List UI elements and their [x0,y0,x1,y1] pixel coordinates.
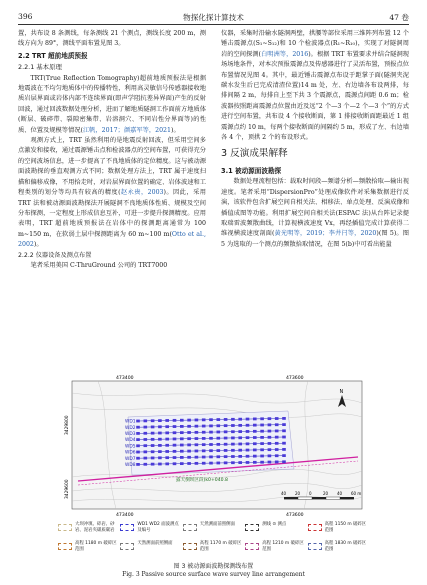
survey-line-label: WD4 [125,438,136,444]
subsection-heading: 2.2.1 基本原理 [18,63,62,72]
survey-point [268,436,272,439]
survey-point [136,463,140,466]
survey-point [224,418,228,421]
survey-point [268,423,272,426]
survey-point [187,419,191,422]
legend-item [58,520,118,536]
survey-point [151,432,155,435]
survey-point [180,456,184,459]
survey-line-label: WD1 [125,419,136,425]
survey-point [246,449,250,452]
survey-point [187,462,191,465]
survey-point [224,437,228,440]
survey-point [253,418,257,421]
survey-point [275,423,279,426]
paragraph: 数据处理流程包括：载取时间段—频谱分析—频散拾取—输出视速度。笔者采用“DispersionPro”处理成像软件对采集数据进行反演，该软件包含扩展空间自相关法、相移法、单点处理、反演成像和插值成图等功能。利用扩展空间自相关法(ESPAC 法)从台阵记录提取瑞雷波频散曲线，计算视横波速度 Vx，再经插值完成计算获得二维视横波速度剖面(黄光明等，2019；李井闩等，2020)(图 5)。图 5 为选取的一个测点的频散拾取情况，在图 5(b)中可看出能量 [221,178,409,248]
survey-point [151,426,155,429]
legend-swatch [120,524,134,531]
survey-point [180,431,184,434]
survey-point [180,425,184,428]
legend-swatch [183,524,197,531]
survey-point [282,448,286,451]
legend-swatch [245,543,259,550]
legend-swatch [308,524,322,531]
survey-point [136,432,140,435]
survey-point [268,448,272,451]
survey-point [253,424,257,427]
survey-point [136,438,140,441]
survey-point [217,418,221,421]
survey-point [224,424,228,427]
subsection-heading: 2.2.2 仪器设备及测点布置 [18,251,92,259]
survey-point [217,449,221,452]
survey-point [238,418,242,421]
survey-point [224,443,228,446]
citation-link[interactable]: 江帆，2017；颜嘉军等，2021 [82,126,171,134]
legend-item [120,539,180,555]
survey-point [275,442,279,445]
coord-label: 3429800 [65,415,70,435]
survey-point [224,461,228,464]
survey-point [158,432,162,435]
left-column [18,29,206,271]
survey-point [246,418,250,421]
survey-line-label: WD5 [125,444,136,450]
survey-point [282,423,286,426]
journal-title: 物探化探计算技术 [183,13,244,22]
survey-point [136,451,140,454]
survey-point [231,455,235,458]
survey-point [202,449,206,452]
survey-point [173,425,177,428]
survey-point [260,461,264,464]
survey-point [268,430,272,433]
scale-tick-label: 40 [337,491,343,496]
survey-point [144,426,148,429]
survey-point [136,444,140,447]
survey-point [217,462,221,465]
survey-line-label: WD3 [125,432,136,437]
survey-point [209,456,213,459]
legend-item [58,539,118,555]
survey-point [173,444,177,447]
survey-point [165,425,169,428]
section-heading: 3.1 被动源面波勘探 [221,166,282,175]
scale-bar [284,497,354,499]
survey-point [202,456,206,459]
tunnel-label: 露天倒坝区段(k0+040.8 [176,478,228,483]
survey-point [231,430,235,433]
survey-point [217,437,221,440]
survey-point [144,463,148,466]
survey-point [209,425,213,428]
survey-point [165,431,169,434]
survey-point [158,438,162,441]
legend-item [183,539,243,555]
survey-point [195,419,199,422]
survey-point [282,436,286,439]
survey-point [282,429,286,432]
legend-item [245,520,305,536]
chapter-heading: 3 反演成果解释 [221,148,288,160]
paragraph: 笔者采用美国 C-ThruGround 公司的 TRT7000 [30,261,168,269]
survey-point [158,425,162,428]
survey-point [209,443,213,446]
survey-point [151,450,155,453]
legend-swatch [58,524,72,531]
survey-point [217,431,221,434]
survey-point [246,455,250,458]
paragraph: 置，共布设 8 条测线，每条测线 21 个测点，测线长度 200 m，测线方向为 89°，测线平面布置见图 3。 [18,30,206,48]
figure-caption-cn: 图 3 被动源面波勘探测线布置 [173,563,254,570]
survey-point [260,442,264,445]
survey-point [165,438,169,441]
legend-text: 高程 1170 m 破碎区范围 [199,541,242,552]
survey-point [246,461,250,464]
legend-item [183,520,243,536]
survey-point [224,430,228,433]
survey-line-label: WD7 [125,456,136,462]
survey-point [260,430,264,433]
survey-point [136,426,140,429]
survey-point [217,455,221,458]
citation-link[interactable]: 赵永贵，2003 [120,189,164,197]
survey-point [231,443,235,446]
scale-tick-label: 20 [295,491,301,496]
legend-item [120,520,180,536]
survey-point [144,419,148,422]
survey-point [173,431,177,434]
legend-text: WD1 WD2 面波测点及编号 [137,522,179,533]
survey-point [260,424,264,427]
survey-point [165,450,169,453]
coord-label: 473400 [116,513,134,518]
survey-point [158,444,162,447]
survey-point [231,418,235,421]
survey-point [209,462,213,465]
map-legend [58,520,370,558]
survey-point [275,461,279,464]
survey-point [202,431,206,434]
paragraph: 观测方式上，TRT 虽然利用的是地震反射回波，但采用空间多点激发和接收，通过震源锤击点和检波器点的空间布置，可获得充分的空间波场信息，进一步提高了不良地质体的定位精度。这与被动源面波勘探的垂直观测方式不同；数据处理方法上，TRT 属于速度扫描和偏移成像，不用拾走时，对岩层界面位置的确定、岩体波速和工程类别的划分等均具有较高的精度(赵永贵，2003)。因此，采用 TRT 法和被动源面波勘探法开展隧洞不良地质体性质、规模及空间分布探测，一定程度上形成信息互补，可进一步提升探测精度。应用表明，TRT 超前地质预报法在岩体中的探测距离通常为 100 m~150 m，在软弱土层中探测距离为 60 m~100 m(Otto et al., 2002)。 [18,137,206,249]
survey-point [260,417,264,420]
section-heading: 2.2 TRT 超前地质预报 [18,51,88,60]
legend-text: 大坝冲填、碎岩、砂岩、泥岩夹碳质碳岩 [75,522,115,533]
survey-line-label: WD2 [125,425,136,431]
survey-point [275,448,279,451]
survey-point [253,442,257,445]
volume-label: 47 卷 [389,13,409,22]
survey-point [173,462,177,465]
figure-caption-en: Fig. 3 Passive source surface wave survey line arrangement [122,571,305,578]
legend-text: 高程 1150 m 破碎区范围 [324,522,367,533]
citation-link[interactable]: 黄光明等，2019；李井闩等，2020 [274,230,377,238]
survey-point [158,419,162,422]
survey-point [195,431,199,434]
survey-point [246,442,250,445]
survey-point [224,449,228,452]
survey-point [173,450,177,453]
survey-line-label: WD6 [125,450,136,456]
survey-point [231,461,235,464]
survey-point [195,462,199,465]
coord-label: 473400 [116,376,134,381]
survey-point [260,436,264,439]
survey-point [238,436,242,439]
legend-text: 高程 1830 m 破碎区范围 [324,541,367,552]
survey-point [144,450,148,453]
scale-tick-label: 60 m [351,491,362,496]
survey-point [158,456,162,459]
running-header [18,10,409,25]
survey-point [209,449,213,452]
scale-tick-label: 20 [323,491,329,496]
survey-point [275,417,279,420]
survey-point [231,437,235,440]
survey-point [187,431,191,434]
survey-point [144,444,148,447]
survey-point [136,457,140,460]
legend-text: 高程 1210 m 破碎区范围 [262,541,304,552]
legend-item [308,539,368,555]
survey-point [144,438,148,441]
survey-point [268,442,272,445]
survey-point [275,430,279,433]
citation-link[interactable]: Otto et al., 2002 [18,230,206,249]
survey-point [158,463,162,466]
survey-point [180,450,184,453]
survey-point [238,424,242,427]
page-number: 396 [18,12,33,21]
survey-point [165,462,169,465]
survey-point [253,449,257,452]
survey-point [253,436,257,439]
survey-point [246,436,250,439]
survey-point [144,432,148,435]
survey-point [246,424,250,427]
survey-point [275,436,279,439]
survey-point [202,443,206,446]
legend-swatch [183,543,197,550]
legend-swatch [245,524,259,531]
survey-point [268,461,272,464]
svg-text:N: N [339,389,344,395]
survey-point [195,443,199,446]
survey-point [180,437,184,440]
right-column [221,29,409,250]
survey-point [202,462,206,465]
survey-point [187,443,191,446]
legend-swatch [58,543,72,550]
survey-point [282,417,286,420]
paragraph: TRT(True Reflection Tomography)超前地质预报法是根据地震波在不均匀地质体中的传播特性，利用高灵敏信号传感器接收地质岩层界面或岩体内部不连续界面(即声学阻抗差异界面)产生的反射回波，通过回波数据处理分析，进而了解地质隧洞工作面前方地质体(断层、破碎带、裂隙密集带、岩溶洞穴、不同岩性分界面等)的性质、位置及规模等情况(江帆，2017；颜嘉军等，2021)。 [18,74,206,134]
survey-point [282,442,286,445]
survey-point [144,457,148,460]
survey-point [282,454,286,457]
survey-line-label: WD8 [125,463,136,468]
survey-point [151,438,155,441]
survey-point [260,455,264,458]
survey-point [282,460,286,463]
survey-point [231,424,235,427]
survey-point [195,456,199,459]
survey-point [253,430,257,433]
survey-point [209,431,213,434]
paragraph: 仪器，采集时沿输水隧洞两壁，拱腰等部位采用三维阵列布置 12 个锤击震源点(S₁~S₁₂)和 10 个检波器点(R₁~R₁₀)，实现了对隧洞周岩的空间探测(白明洲等，2016)。根据 TRT 布置要求并结合隧洞现场场地条件，对本次预报震源点及传感器进行了灵活布置，预报点位布置情况见图 4。其中，最近锤击震源点布设于距掌子面(隧洞夹泥碳水发生后已完成清渣位置)14 m 处，左、右边墙各布设两排，每排间隔 2 m，每排自上至下共 3 个震源点，震源点间距 0.6 m；检波器按照距离震源点位置由近及远“2 个—3 个—2 个—3 个”的方式进行空间布置，共布设 4 个接收断面，第 1 排接收断面距最近 1 组震源点约 10 m，每两个接收断面的间隔约 5 m，形成了左、右边墙各 4 个，顶拱 2 个的布设形式。 [221,30,409,142]
legend-text: 测线 ⊙ 测点 [262,522,287,527]
coord-label: 473600 [286,513,304,518]
survey-point [173,438,177,441]
survey-point [195,425,199,428]
legend-text: 高程 1180 m 破碎区范围 [75,541,117,552]
survey-point [195,437,199,440]
legend-text: 天然测面前照侧面 [137,541,173,546]
survey-point [187,437,191,440]
survey-point [165,456,169,459]
survey-point [260,448,264,451]
legend-swatch [308,543,322,550]
legend-swatch [120,543,134,550]
legend-text: 天然测面前照侧面 [199,522,235,527]
survey-point [268,417,272,420]
survey-point [180,419,184,422]
survey-point [238,449,242,452]
survey-point [187,450,191,453]
survey-point [187,425,191,428]
survey-point [268,454,272,457]
legend-item [245,539,305,555]
survey-point [202,437,206,440]
survey-point [253,461,257,464]
survey-point [275,454,279,457]
survey-point [158,450,162,453]
survey-point [238,430,242,433]
citation-link[interactable]: 白明洲等，2016 [261,50,309,58]
survey-point [253,455,257,458]
coord-label: 473600 [286,376,304,381]
survey-point [173,419,177,422]
survey-point [202,425,206,428]
survey-point [173,456,177,459]
survey-point [246,430,250,433]
scale-tick-label: 40 [281,491,287,496]
survey-point [238,461,242,464]
survey-point [151,463,155,466]
survey-point [165,419,169,422]
scale-tick-label: 0 [309,491,312,496]
survey-point [238,455,242,458]
survey-point [209,437,213,440]
survey-point [136,420,140,423]
survey-point [151,457,155,460]
coord-label: 3429600 [65,479,70,499]
survey-point [180,444,184,447]
survey-point [180,462,184,465]
survey-point [202,418,206,421]
survey-point [151,444,155,447]
survey-point [217,443,221,446]
survey-point [151,419,155,422]
survey-point [224,455,228,458]
survey-point [209,418,213,421]
legend-item [308,520,368,536]
survey-point [217,424,221,427]
survey-point [187,456,191,459]
survey-point [195,450,199,453]
survey-point [238,443,242,446]
survey-point [165,444,169,447]
survey-point [231,449,235,452]
